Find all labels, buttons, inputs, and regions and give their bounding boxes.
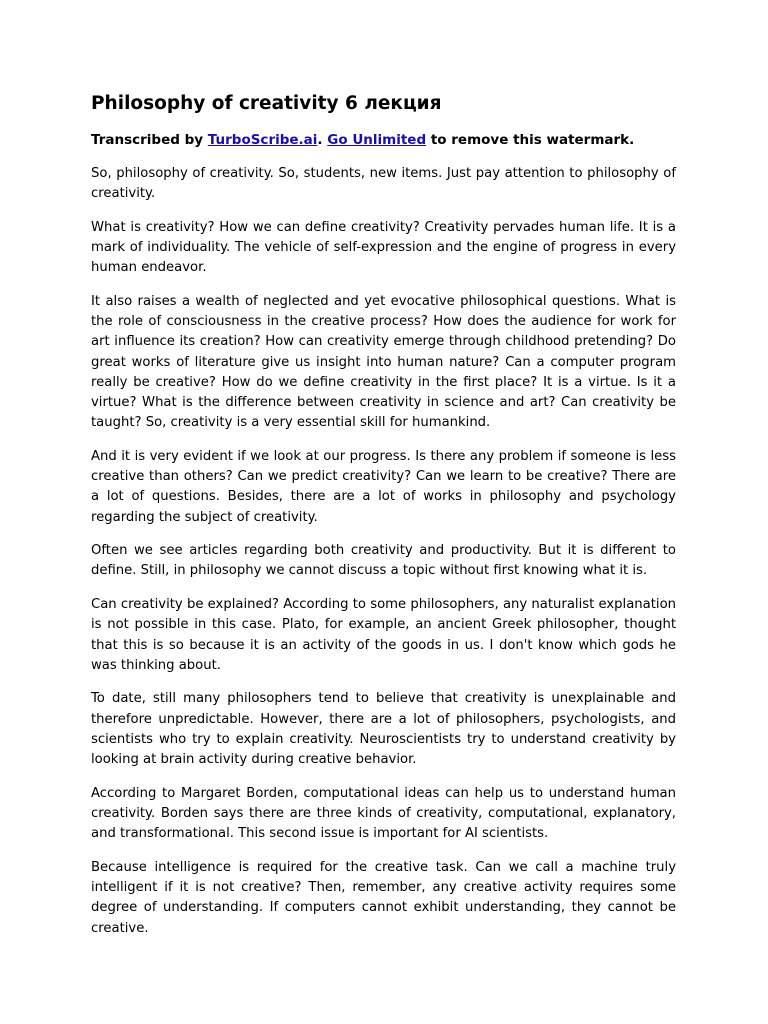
paragraph: Because intelligence is required for the creative task. Can we call a machine truly intelligent if it is not creative? Then, remember, any creative activity requires some degree of understanding. If computers cannot exhibit understanding, they cannot be creative.: [91, 859, 676, 936]
paragraph: Often we see articles regarding both creativity and productivity. But it is different to define. Still, in philosophy we cannot discuss a topic without first knowing what it is.: [91, 543, 676, 579]
go-unlimited-link[interactable]: Go Unlimited: [327, 132, 427, 148]
turboscribe-link[interactable]: TurboScribe.ai: [207, 132, 318, 148]
page-title: Philosophy of creativity 6 лекция: [91, 93, 442, 114]
paragraph: It also raises a wealth of neglected and yet evocative philosophical questions. What is the role of consciousness in the creative process? How does the audience for work for art influence its creation? How can creativity emerge through childhood pretending? Do great works of literature give us insight into human nature? Can a computer program really be creative? How do we define creativity in the first place? It is a virtue. Is it a virtue? What is the difference between creativity in science and art? Can creativity be taught? So, creativity is a very essential skill for humankind.: [91, 294, 676, 431]
paragraph: To date, still many philosophers tend to believe that creativity is unexplainable and therefore unpredictable. However, there are a lot of philosophers, psychologists, and scientists who try to explain creativity. Neuroscientists try to understand creativity by looking at brain activity during creative behavior.: [91, 691, 676, 768]
paragraph: According to Margaret Borden, computational ideas can help us to understand human creativity. Borden says there are three kinds of creativity, computational, explanatory, and transformational. This second issue is important for AI scientists.: [91, 785, 676, 842]
document-page: [91, 92, 676, 952]
paragraph: So, philosophy of creativity. So, students, new items. Just pay attention to philosophy of creativity.: [91, 166, 676, 202]
paragraph: Can creativity be explained? According to some philosophers, any naturalist explanation is not possible in this case. Plato, for example, an ancient Greek philosopher, thought that this is so because it is an activity of the goods in us. I don't know which gods he was thinking about.: [91, 597, 676, 673]
watermark-prefix: Transcribed by: [91, 132, 208, 148]
watermark-suffix: to remove this watermark.: [426, 132, 635, 148]
paragraph: And it is very evident if we look at our progress. Is there any problem if someone is less creative than others? Can we predict creativity? Can we learn to be creative? There are a lot of questions. Besides, there are a lot of works in philosophy and psychology regarding the subject of creativity.: [91, 448, 676, 525]
paragraph: What is creativity? How we can define creativity? Creativity pervades human life. It is a mark of individuality. The vehicle of self-expression and the engine of progress in every human endeavor.: [91, 219, 676, 276]
watermark-separator: .: [317, 132, 328, 148]
watermark-notice: [91, 130, 676, 150]
